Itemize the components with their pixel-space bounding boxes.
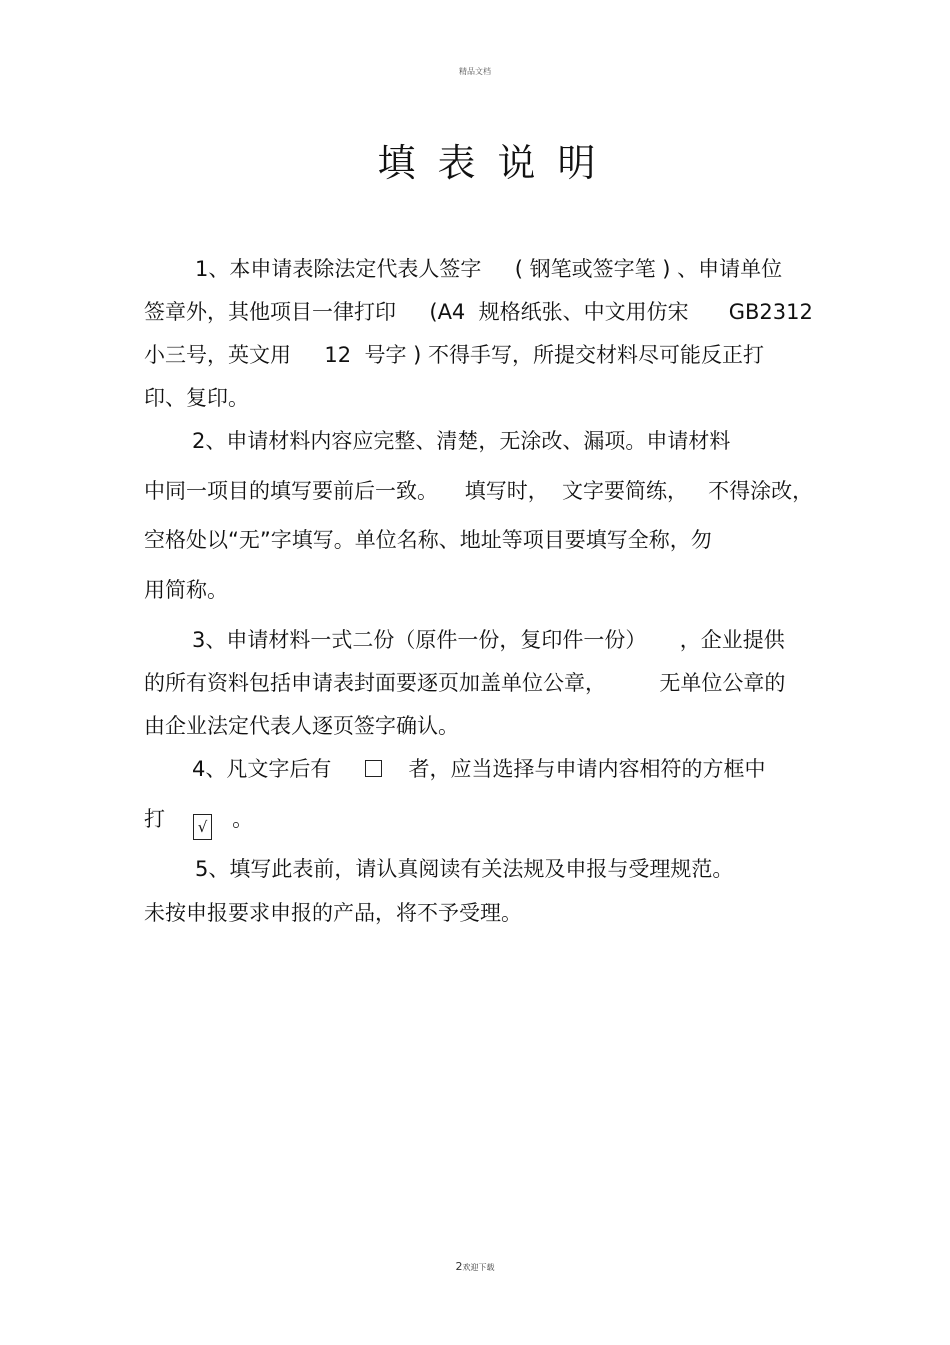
item-5-line-1: 5、填写此表前，请认真阅读有关法规及申报与受理规范。 bbox=[195, 857, 734, 881]
footer-text: 欢迎下载 bbox=[462, 1263, 495, 1272]
header-watermark: 精品文档 bbox=[459, 67, 491, 76]
item-4-text-da: 打 bbox=[144, 807, 165, 831]
item-4-line-1 bbox=[192, 759, 765, 780]
item-1-line-1: 1、本申请表除法定代表人签字 ( 钢笔或签字笔 ) 、申请单位 bbox=[195, 257, 783, 281]
item-3-line-1: 3、申请材料一式二份（原件一份，复印件一份） ，企业提供 bbox=[192, 628, 785, 652]
item-4-period: 。 bbox=[232, 807, 254, 831]
item-5-line-2: 未按申报要求申报的产品，将不予受理。 bbox=[144, 901, 522, 925]
item-2-line-4: 用简称。 bbox=[144, 578, 228, 602]
item-1-line-4: 印、复印。 bbox=[144, 386, 249, 410]
item-3-line-2: 的所有资料包括申请表封面要逐页加盖单位公章， 无单位公章的 bbox=[144, 671, 786, 695]
item-4-line-2 bbox=[144, 809, 253, 840]
item-3-line-3: 由企业法定代表人逐页签字确认。 bbox=[144, 714, 459, 738]
item-2-line-2: 中同一项目的填写要前后一致。 填写时， 文字要简练， 不得涂改， bbox=[144, 479, 814, 503]
item-1-line-3: 小三号，英文用 12 号字 ) 不得手写，所提交材料尽可能反正打 bbox=[144, 343, 764, 367]
item-1-line-2: 签章外，其他项目一律打印 (A4 规格纸张、中文用仿宋 GB2312 bbox=[144, 300, 813, 324]
item-4-text-after-box: 者，应当选择与申请内容相符的方框中 bbox=[408, 757, 766, 781]
page-title: 填表说明 bbox=[377, 141, 618, 185]
item-4-text-before-box: 4、凡文字后有 bbox=[192, 757, 332, 781]
checked-box-icon: √ bbox=[193, 814, 212, 840]
page-number: 2 bbox=[455, 1260, 463, 1273]
checkbox-icon bbox=[365, 760, 382, 777]
item-2-line-1: 2、申请材料内容应完整、清楚，无涂改、漏项。申请材料 bbox=[192, 429, 731, 453]
item-2-line-3: 空格处以“无”字填写。单位名称、地址等项目要填写全称，勿 bbox=[144, 528, 712, 552]
page-footer bbox=[0, 1260, 950, 1273]
